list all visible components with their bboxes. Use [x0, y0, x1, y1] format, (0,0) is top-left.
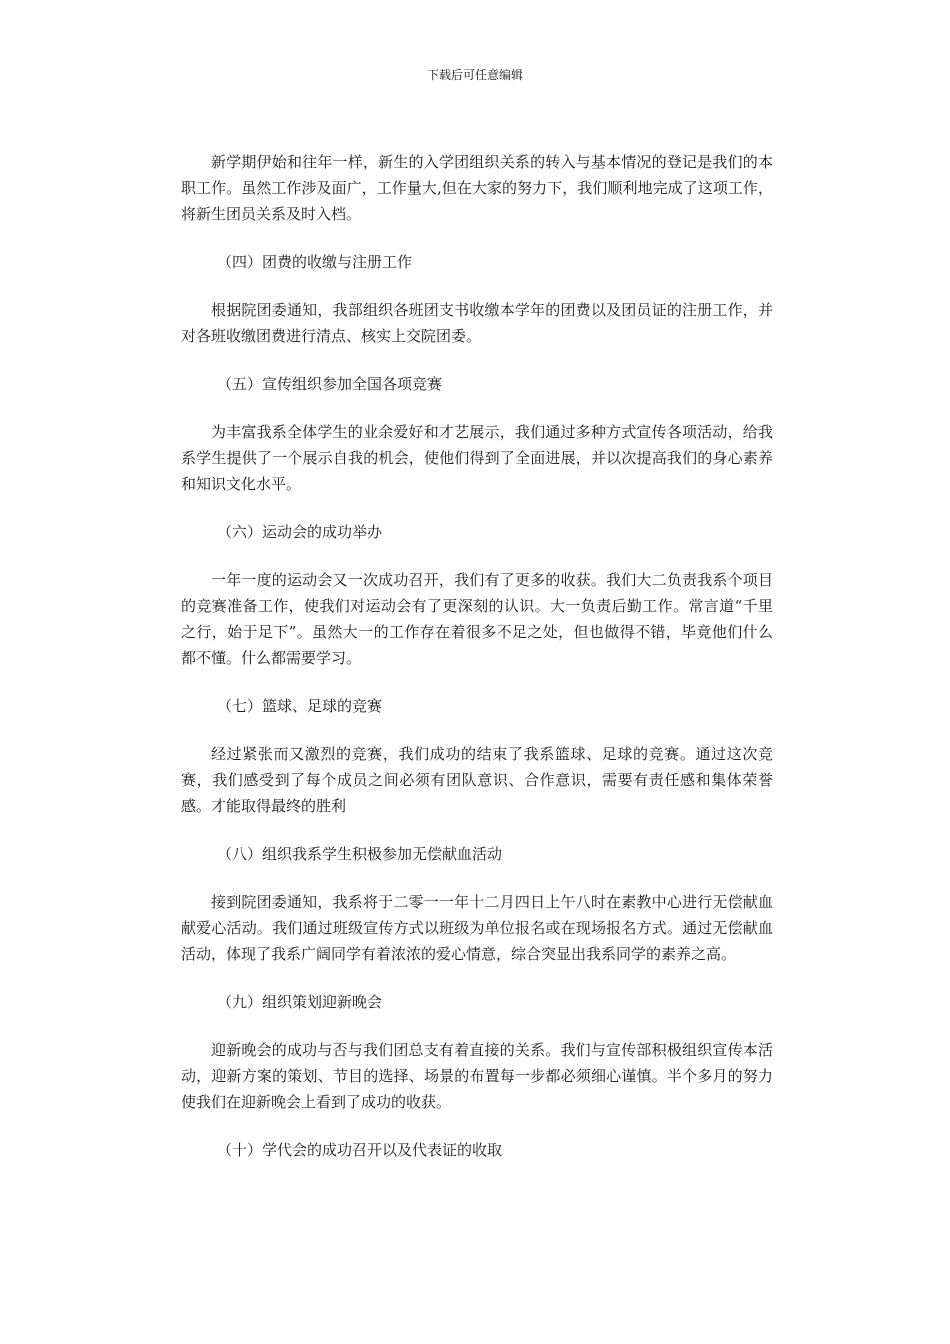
heading-section-7: （七）篮球、足球的竞赛: [217, 697, 383, 715]
paragraph-section-7: 经过紧张而又激烈的竞赛，我们成功的结束了我系篮球、足球的竞赛。通过这次竞赛，我们感受到了每个成员之间必须有团队意识、合作意识，需要有责任感和集体荣誉感。才能取得最终的胜利: [181, 745, 773, 815]
document-body: [181, 149, 773, 1163]
paragraph-section-9: 迎新晚会的成功与否与我们团总支有着直接的关系。我们与宣传部积极组织宣传本活动，迎新方案的策划、节目的选择、场景的布置每一步都必须细心谨慎。半个多月的努力使我们在迎新晚会上看到了成功的收获。: [181, 1041, 773, 1111]
heading-section-8: （八）组织我系学生积极参加无偿献血活动: [217, 845, 503, 863]
page-header: 下载后可任意编辑: [426, 68, 523, 82]
heading-section-5: （五）宣传组织参加全国各项竞赛: [217, 375, 443, 393]
paragraph-enrollment: 新学期伊始和往年一样，新生的入学团组织关系的转入与基本情况的登记是我们的本职工作。虽然工作涉及面广，工作量大,但在大家的努力下，我们顺利地完成了这项工作，将新生团员关系及时入档。: [181, 153, 773, 223]
heading-section-4: （四）团费的收缴与注册工作: [217, 253, 413, 271]
paragraph-section-4: 根据院团委通知，我部组织各班团支书收缴本学年的团费以及团员证的注册工作，并对各班收缴团费进行清点、核实上交院团委。: [181, 301, 773, 345]
heading-section-10: （十）学代会的成功召开以及代表证的收取: [217, 1141, 503, 1159]
heading-section-6: （六）运动会的成功举办: [217, 523, 383, 541]
paragraph-section-6: 一年一度的运动会又一次成功召开，我们有了更多的收获。我们大二负责我系个项目的竞赛准备工作，使我们对运动会有了更深刻的认识。大一负责后勤工作。常言道“千里之行，始于足下”。虽然大一的工作存在着很多不足之处，但也做得不错，毕竟他们什么都不懂。什么都需要学习。: [181, 571, 773, 667]
paragraph-section-5: 为丰富我系全体学生的业余爱好和才艺展示，我们通过多种方式宣传各项活动，给我系学生提供了一个展示自我的机会，使他们得到了全面进展，并以次提高我们的身心素养和知识文化水平。: [181, 423, 773, 493]
heading-section-9: （九）组织策划迎新晚会: [217, 993, 383, 1011]
paragraph-section-8: 接到院团委通知，我系将于二零一一年十二月四日上午八时在素教中心进行无偿献血献爱心活动。我们通过班级宣传方式以班级为单位报名或在现场报名方式。通过无偿献血活动，体现了我系广阔同学有着浓浓的爱心情意，综合突显出我系同学的素养之高。: [181, 893, 773, 963]
